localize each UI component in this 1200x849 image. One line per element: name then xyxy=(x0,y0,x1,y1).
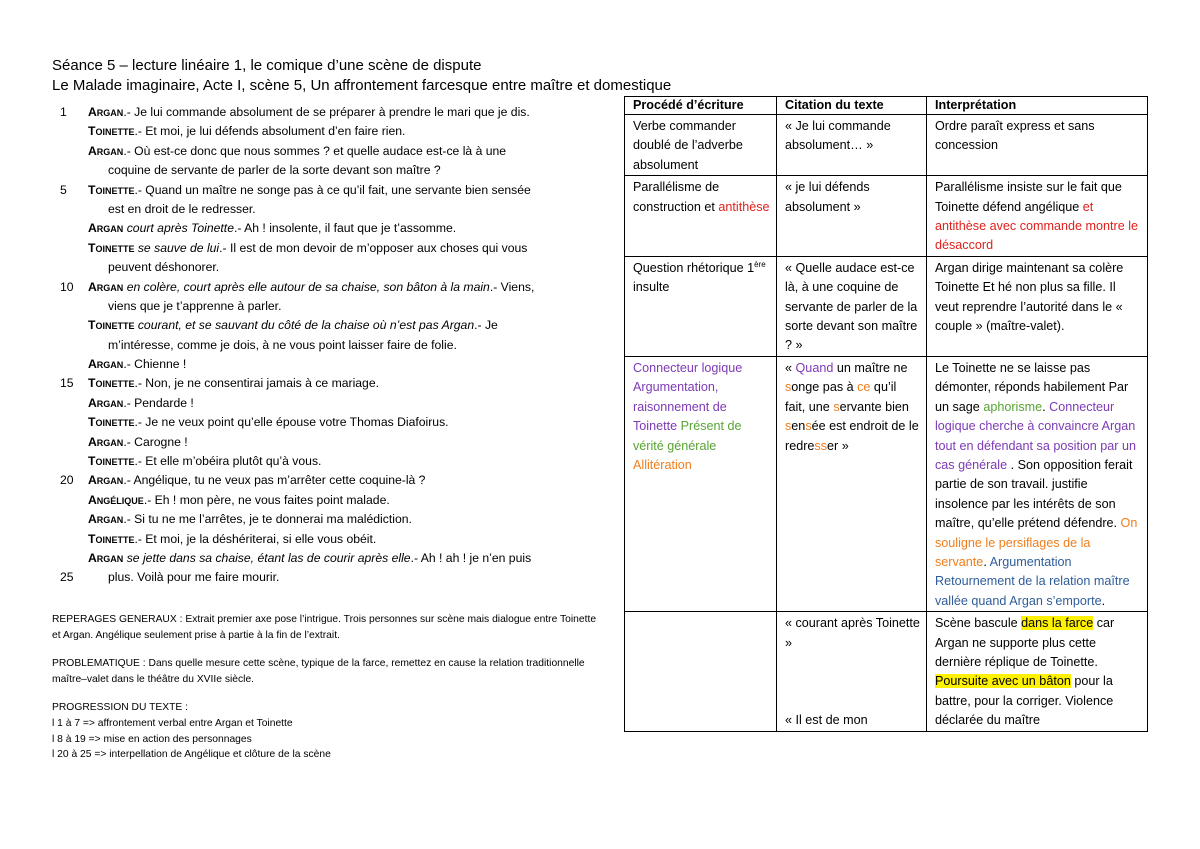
text-run: et antithèse avec commande montre le désaccord xyxy=(935,199,1139,253)
text-line xyxy=(52,413,592,432)
text-extract xyxy=(52,103,592,588)
speaker-name: Argan xyxy=(88,279,124,294)
line-text: plus. Voilà pour me faire mourir. xyxy=(108,570,280,585)
line-text: viens que je t’apprenne à parler. xyxy=(108,298,282,313)
text-run: Connecteur logique cherche à convaincre Argan tout en défendant sa position par un cas générale xyxy=(935,399,1136,472)
text-line xyxy=(52,374,592,393)
line-number: 1 xyxy=(60,105,67,119)
text-run: ce xyxy=(857,380,871,395)
text-run: ervante bien xyxy=(839,399,909,414)
text-line xyxy=(52,103,592,122)
subtitle: Le Malade imaginaire, Acte I, scène 5, Un affrontement farcesque entre maître et domestique xyxy=(52,77,672,94)
superscript: ère xyxy=(754,259,766,269)
table-row xyxy=(625,256,1148,356)
text-line xyxy=(52,219,592,238)
text-line xyxy=(52,142,592,161)
cell-interpretation xyxy=(927,176,1148,257)
speech: .- Je lui commande absolument de se préparer à prendre le mari que je dis. xyxy=(123,105,530,119)
text-run: antithèse xyxy=(718,199,770,214)
line-text xyxy=(88,433,188,452)
cell-interpretation xyxy=(927,612,1148,731)
text-line xyxy=(52,355,592,374)
table-row xyxy=(625,115,1148,176)
spacer xyxy=(785,653,920,711)
speech: .- Je xyxy=(474,318,498,333)
speech: .- Il est de mon devoir de m’opposer aux choses qui vous xyxy=(219,240,528,255)
text-line xyxy=(52,122,592,141)
text-run: Présent de vérité générale xyxy=(633,419,742,453)
speech: .- Et moi, je lui défends absolument d’en faire rien. xyxy=(134,124,406,139)
line-text: peuvent déshonorer. xyxy=(108,260,220,275)
text-run: Parallélisme de construction et xyxy=(633,180,720,214)
speaker-name: Argan xyxy=(88,105,124,119)
cell-citation xyxy=(777,612,927,731)
speaker-name: Argan xyxy=(88,221,124,236)
line-number: 5 xyxy=(60,182,67,197)
speech: .- Quand un maître ne songe pas à ce qu’il fait, une servante bien sensée xyxy=(134,182,531,197)
notes xyxy=(52,612,597,763)
text-line xyxy=(52,181,592,200)
text-line xyxy=(52,568,592,587)
progression-item: l 8 à 19 => mise en action des personnages xyxy=(52,733,252,745)
text-run: s xyxy=(805,419,812,434)
text-run: qu’il fait, une xyxy=(785,380,897,414)
text-run: un maître ne xyxy=(833,360,908,375)
table-row xyxy=(625,176,1148,257)
speech: .- Ah ! insolente, il faut que je t’assomme. xyxy=(233,221,457,236)
line-number: 20 xyxy=(60,473,74,488)
text-run: onge pas à xyxy=(791,380,858,395)
speaker-name: Argan xyxy=(88,395,124,410)
text-run: Connecteur logique Argumentation, raisonnement de Toinette xyxy=(633,360,743,434)
reperages-generaux: REPERAGES GENERAUX : Extrait premier axe pose l’intrigue. Trois personnes sur scène mais dialogue entre Toinette et Argan. Angélique seulement prise à partie à la fin de l’extrait. xyxy=(52,614,597,641)
speaker-name: Toinette xyxy=(88,124,135,139)
text-line xyxy=(52,471,592,490)
header-interpretation: Interprétation xyxy=(927,97,1148,115)
text-line xyxy=(52,316,592,335)
stage-direction: courant, et se sauvant du côté de la chaise où n’est pas Argan xyxy=(134,318,475,333)
text-run: ée est endroit de le redre xyxy=(785,419,919,453)
line-text xyxy=(88,103,530,122)
text-line xyxy=(52,278,592,297)
stage-direction: court après Toinette xyxy=(123,221,234,236)
text-run: pour la battre, pour la corriger. xyxy=(935,674,1113,708)
speech: .- Eh ! mon père, ne vous faites point malade. xyxy=(143,492,390,507)
line-text: est en droit de le redresser. xyxy=(108,201,256,216)
cell-procede xyxy=(625,356,777,611)
table-header-row xyxy=(625,97,1148,115)
line-text xyxy=(88,239,527,258)
speech: .- Chienne ! xyxy=(123,357,187,372)
text-run: Question rhétorique 1 xyxy=(633,260,755,275)
line-text xyxy=(88,510,412,529)
line-number: 10 xyxy=(60,279,74,294)
line-text xyxy=(88,491,390,510)
line-text xyxy=(88,278,534,297)
header-citation: Citation du texte xyxy=(777,97,927,115)
cell-interpretation: Ordre paraît express et sans concession xyxy=(927,115,1148,176)
cell-citation xyxy=(777,356,927,611)
line-text: coquine de servante de parler de la sorte devant son maître ? xyxy=(108,163,441,178)
speaker-name: Argan xyxy=(88,550,124,565)
header-procede: Procédé d’écriture xyxy=(625,97,777,115)
text-run: s xyxy=(833,399,840,414)
line-text xyxy=(88,316,498,335)
cell-citation: « je lui défends absolument » xyxy=(777,176,927,257)
text-line xyxy=(52,530,592,549)
speech: .- Ah ! ah ! je n’en puis xyxy=(410,550,532,565)
speaker-name: Argan xyxy=(88,473,124,488)
speech: .- Je ne veux point qu’elle épouse votre Thomas Diafoirus. xyxy=(134,415,449,430)
text-run: « xyxy=(785,360,796,375)
speaker-name: Toinette xyxy=(88,318,135,333)
progression-title: PROGRESSION DU TEXTE : xyxy=(52,702,188,714)
speaker-name: Toinette xyxy=(88,240,135,255)
line-text xyxy=(88,413,449,432)
line-text: m’intéresse, comme je dois, à ne vous point laisser faire de folie. xyxy=(108,337,457,352)
line-text xyxy=(88,530,376,549)
text-run: car Argan ne supporte plus cette dernière réplique de Toinette. xyxy=(935,616,1115,669)
text-run: Quand xyxy=(795,360,834,375)
text-line xyxy=(52,549,592,568)
text-run: . xyxy=(1042,399,1046,414)
text-run: Allitération xyxy=(633,457,692,472)
cell-citation: « Je lui commande absolument… » xyxy=(777,115,927,176)
speech: .- Carogne ! xyxy=(123,434,188,449)
speaker-name: Angélique xyxy=(88,492,144,507)
cell-interpretation: Argan dirige maintenant sa colère Toinette Et hé non plus sa fille. Il veut reprendre l’autorité dans le « couple » (maître-valet). xyxy=(927,256,1148,356)
text-run: . Son opposition ferait partie de son travail. justifie insolence par les intérêts de son maître, qu’elle prétend défendre. xyxy=(935,457,1133,531)
text-run: Le Toinette ne se laisse pas démonter, réponds habilement Par un sage xyxy=(935,360,1129,414)
line-text xyxy=(88,549,531,568)
stage-direction: se jette dans sa chaise, étant las de courir après elle xyxy=(123,550,411,565)
text-run: er » xyxy=(827,438,849,453)
text-run: s xyxy=(785,419,792,434)
speaker-name: Toinette xyxy=(88,376,135,391)
text-run: en xyxy=(791,419,806,434)
speech: .- Et elle m’obéira plutôt qu’à vous. xyxy=(134,454,322,469)
speech: .- Et moi, je la déshériterai, si elle vous obéit. xyxy=(134,531,377,546)
line-text xyxy=(88,471,425,490)
cell-procede: Verbe commander doublé de l’adverbe absolument xyxy=(625,115,777,176)
text-line xyxy=(52,452,592,471)
stage-direction: en colère, court après elle autour de sa chaise, son bâton à la main xyxy=(123,279,490,294)
line-number: 25 xyxy=(60,570,74,585)
text-line xyxy=(52,239,592,258)
speaker-name: Toinette xyxy=(88,182,135,197)
speech: .- Pendarde ! xyxy=(123,395,194,410)
text-line xyxy=(52,336,592,355)
table-row xyxy=(625,356,1148,611)
cell-procede xyxy=(625,612,777,731)
line-text xyxy=(88,122,405,141)
progression-item: l 1 à 7 => affrontement verbal entre Argan et Toinette xyxy=(52,717,293,729)
speaker-name: Argan xyxy=(88,357,124,372)
speaker-name: Toinette xyxy=(88,531,135,546)
text-line xyxy=(52,200,592,219)
speech: .- Viens, xyxy=(489,279,535,294)
speaker-name: Argan xyxy=(88,434,124,449)
speech: .- Où est-ce donc que nous sommes ? et quelle audace est-ce là à une xyxy=(123,143,507,158)
line-number: 15 xyxy=(60,376,74,391)
cell-procede xyxy=(625,256,777,356)
text-line xyxy=(52,433,592,452)
quote: « Il est de mon xyxy=(785,712,868,727)
progression-item: l 20 à 25 => interpellation de Angélique et clôture de la scène xyxy=(52,749,331,761)
text-line xyxy=(52,258,592,277)
text-run: insulte xyxy=(633,280,670,295)
stage-direction: se sauve de lui xyxy=(134,240,220,255)
text-line xyxy=(52,510,592,529)
speech: .- Si tu ne me l’arrêtes, je te donnerai ma malédiction. xyxy=(123,512,412,527)
line-text xyxy=(88,142,506,161)
cell-interpretation xyxy=(927,356,1148,611)
line-text xyxy=(88,355,186,374)
speech: .- Non, je ne consentirai jamais à ce mariage. xyxy=(134,376,379,391)
speaker-name: Toinette xyxy=(88,415,135,430)
text-run: Scène bascule xyxy=(935,616,1022,631)
cell-procede xyxy=(625,176,777,257)
text-run: On souligne le persiflages de la servante xyxy=(935,516,1138,569)
line-text xyxy=(88,181,531,200)
text-line xyxy=(52,394,592,413)
text-line xyxy=(52,491,592,510)
speech: .- Angélique, tu ne veux pas m’arrêter cette coquine-là ? xyxy=(123,473,426,488)
line-text xyxy=(88,219,456,238)
speaker-name: Toinette xyxy=(88,454,135,469)
text-run: . xyxy=(1101,593,1106,608)
text-run: . xyxy=(983,554,987,569)
quote: « courant après Toinette » xyxy=(785,616,920,650)
speaker-name: Argan xyxy=(88,512,124,527)
cell-citation: « Quelle audace est-ce là, à une coquine de servante de parler de la sorte devant son maître ? » xyxy=(777,256,927,356)
speaker-name: Argan xyxy=(88,143,124,158)
text-run: Parallélisme insiste sur le fait que Toinette défend angélique xyxy=(935,180,1122,214)
analysis-table xyxy=(624,96,1148,732)
highlight: dans la farce xyxy=(1021,616,1094,631)
text-run: s xyxy=(785,380,792,395)
text-line xyxy=(52,161,592,180)
text-run: Argumentation Retournement de la relation maître vallée quand Argan s’emporte xyxy=(935,554,1130,608)
text-run: Violence déclarée du maître xyxy=(935,693,1114,728)
highlight: Poursuite avec un bâton xyxy=(935,674,1071,689)
line-text xyxy=(88,394,194,413)
text-run: aphorisme xyxy=(983,399,1043,414)
problematique: PROBLEMATIQUE : Dans quelle mesure cette scène, typique de la farce, remettez en cause la relation traditionnelle maître–valet dans le théâtre du XVIIe siècle. xyxy=(52,658,585,685)
text-line xyxy=(52,297,592,316)
line-text xyxy=(88,452,321,471)
line-text xyxy=(88,374,379,393)
table-row xyxy=(625,612,1148,731)
text-run: ss xyxy=(814,438,827,453)
session-title: Séance 5 – lecture linéaire 1, le comique d’une scène de dispute xyxy=(52,57,482,74)
